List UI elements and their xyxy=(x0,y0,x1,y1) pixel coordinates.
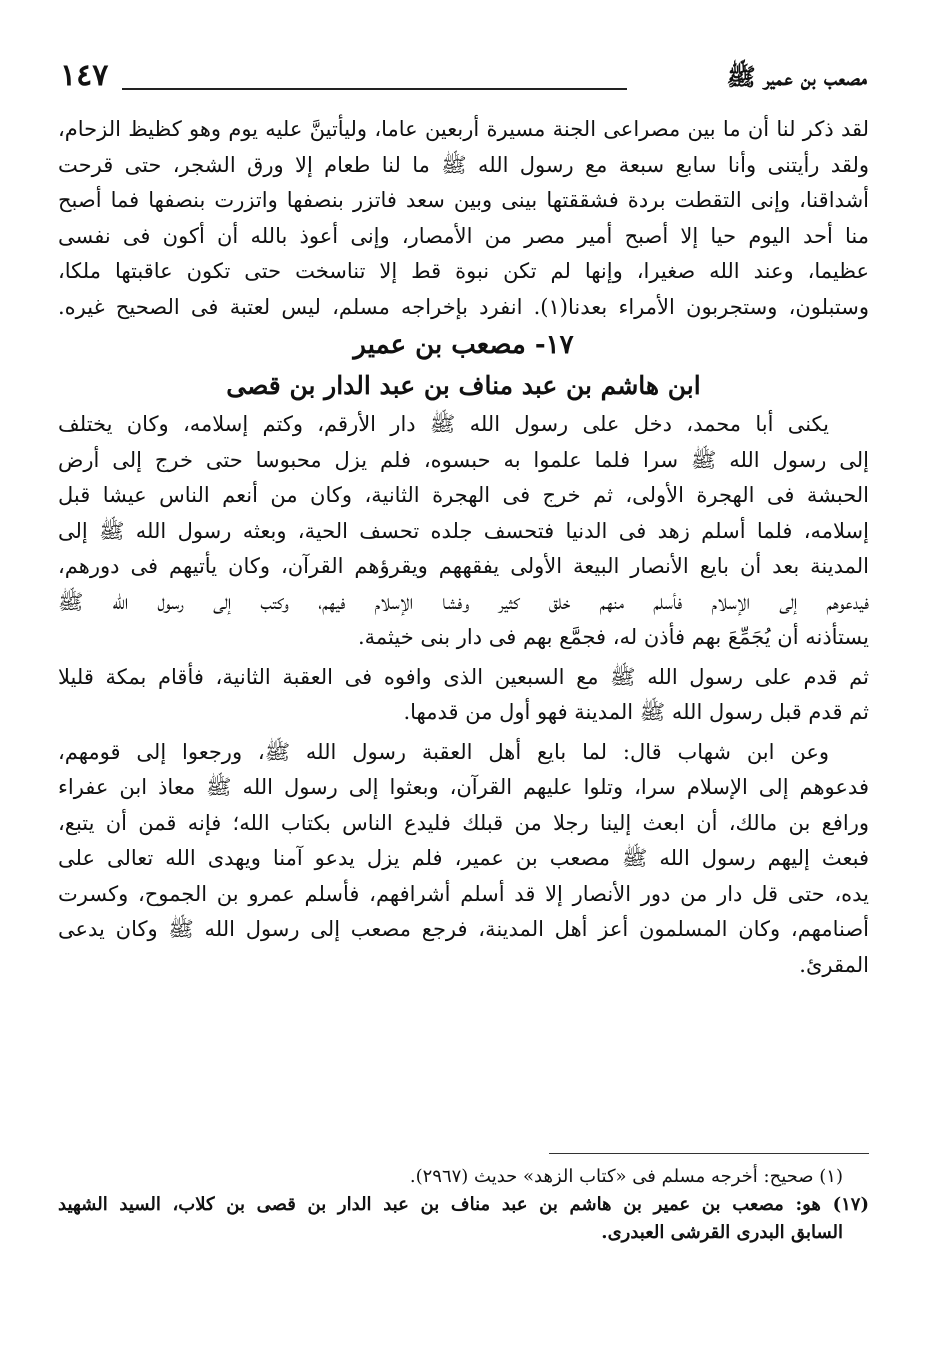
text-line: يكنى أبا محمد، دخل على رسول الله ﷺ دار الأرقم، وكتم إسلامه، وكان يختلف xyxy=(58,412,829,436)
text-line: ثم قدم قبل رسول الله ﷺ المدينة فهو أول من قدمها. xyxy=(403,700,869,724)
text-line: يده، حتى قل دار من دور الأنصار إلا قد أسلم أشرافهم، فأسلم عمرو بن الجموح، وكسرت xyxy=(58,881,869,906)
text-line: ورافع بن مالك، أن ابعث إلينا رجلا من قبلك فليدع الناس بكتاب الله؛ فإنه قمن أن يتبع، xyxy=(58,810,869,835)
text-line: أصنامهم، وكان المسلمون أعز أهل المدينة، فرجع مصعب إلى رسول الله ﷺ وكان يدعى xyxy=(58,917,869,941)
page-header xyxy=(60,58,867,102)
text-line: لقد ذكر لنا أن ما بين مصراعى الجنة مسيرة أربعين عاما، وليأتينَّ عليه يوم وهو كظيظ الزحام، xyxy=(58,117,869,141)
text-line: فبعث إليهم رسول الله ﷺ مصعب بن عمير، فلم يزل يدعو آمنا ويهدى الله تعالى على xyxy=(58,846,869,870)
paragraph-2 xyxy=(58,407,869,656)
text-line: ثم قدم على رسول الله ﷺ مع السبعين الذى وافوه فى العقبة الثانية، فأقام بمكة قليلا xyxy=(58,664,869,689)
text-line: المدينة بعد أن بايع الأنصار البيعة الأولى يفقههم ويقرؤهم القرآن، وكان يأتيهم فى دورهم، xyxy=(58,554,869,578)
text-line: فيدعوهم إلى الإسلام فأسلم منهم خلق كثير وفشا الإسلام فيهم، وكتب إلى رسول الله ﷺ xyxy=(58,589,869,614)
footnote-17-continued: السابق البدرى القرشى العبدرى. xyxy=(601,1222,843,1243)
text-line: منا أحد اليوم حيا إلا أصبح أمير مصر من الأمصار، وإنى أعوذ بالله أن أكون فى نفسى xyxy=(58,223,869,248)
text-line: أشداقنا، وإنى التقطت بردة فشققتها بينى وبين سعد فاتزر بنصفها واتزرت بنصفها فما أصبح xyxy=(58,188,869,212)
footnote-1: (١) صحيح: أخرجه مسلم فى «كتاب الزهد» حديث (٢٩٦٧). xyxy=(409,1166,843,1187)
text-line: عظيما، وعند الله صغيرا، وإنها لم تكن نبوة قط إلا تناسخت حتى تكون عاقبتها ملكا، xyxy=(58,259,869,283)
paragraph-3 xyxy=(58,660,869,731)
text-line: يستأذنه أن يُجَمِّعَ بهم فأذن له، فجمَّع بهم فى دار بنى خيثمة. xyxy=(357,625,869,649)
paragraph-4 xyxy=(58,735,869,984)
main-text xyxy=(58,112,869,983)
chapter-heading: ١٧- مصعب بن عمير xyxy=(353,330,574,360)
text-line: وستبلون، وستجربون الأمراء بعدنا(١). انفرد بإخراجه مسلم، ليس لعتبة فى الصحيح غيره. xyxy=(58,294,869,319)
footnote-rule xyxy=(549,1153,869,1154)
header-rule xyxy=(122,88,627,90)
text-line: إسلامه، فلما أسلم زهد فى الدنيا فتحسف جلده تحسف الحية، وبعثه رسول الله ﷺ إلى xyxy=(58,518,869,543)
footnote-17: (١٧) هو: مصعب بن عمير بن هاشم بن عبد مناف بن عبد الدار بن قصى بن كلاب، السيد الشهيد xyxy=(58,1194,869,1215)
text-line: الحبشة فى الهجرة الأولى، ثم خرج فى الهجرة الثانية، وكان من أنعم الناس عيشا قبل xyxy=(58,483,869,507)
paragraph-1 xyxy=(58,112,869,325)
running-title: مصعب بن عمير ﷺ xyxy=(726,62,867,91)
chapter-subheading: ابن هاشم بن عبد مناف بن عبد الدار بن قصى xyxy=(226,371,701,400)
text-line: المقرئ. xyxy=(799,952,869,977)
page-number: ١٤٧ xyxy=(60,58,109,93)
footnotes xyxy=(58,1163,869,1247)
text-line: وعن ابن شهاب قال: لما بايع أهل العقبة رسول الله ﷺ، ورجعوا إلى قومهم، xyxy=(58,739,829,764)
text-line: ولقد رأيتنى وأنا سابع سبعة مع رسول الله ﷺ ما لنا طعام إلا ورق الشجر، حتى قرحت xyxy=(58,152,869,177)
text-line: إلى رسول الله ﷺ سرا فلما علموا به حبسوه، فلم يزل محبوسا حتى خرج إلى أرض xyxy=(58,447,869,472)
text-line: فدعوهم إلى الإسلام سرا، وتلوا عليهم القرآن، وبعثوا إلى رسول الله ﷺ معاذ ابن عفراء xyxy=(58,775,869,799)
